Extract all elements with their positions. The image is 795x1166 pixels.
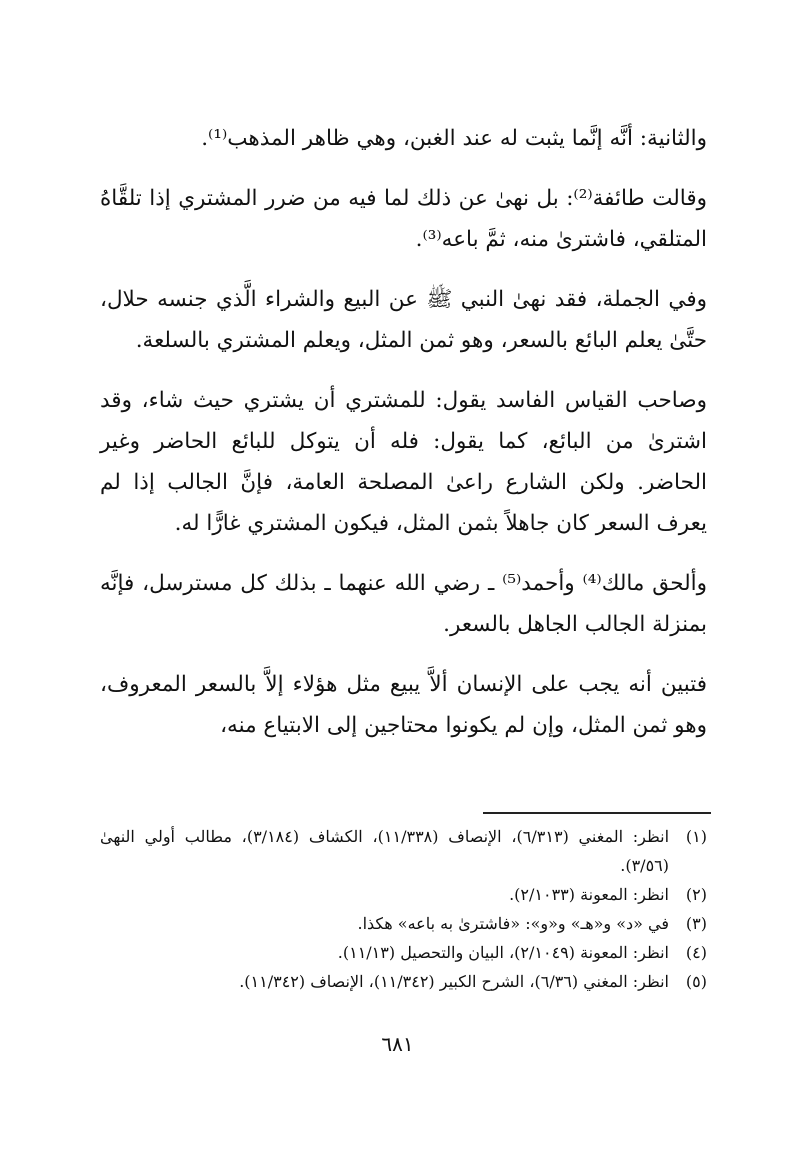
footnote-text: انظر: المعونة (٢/١٠٣٣). bbox=[509, 885, 669, 904]
page-number: ٦٨١ bbox=[381, 1032, 414, 1056]
footnote-1 bbox=[100, 822, 707, 880]
paragraph-2: وقالت طائفة⁽²⁾: بل نهىٰ عن ذلك لما فيه من ضرر المشتري إذا تلقَّاهُ المتلقي، فاشترىٰ منه، ثمَّ باعه⁽³⁾. bbox=[100, 186, 707, 252]
footnote-number: (٣) bbox=[685, 914, 707, 933]
footnote-2 bbox=[100, 880, 707, 909]
footnote-number: (٥) bbox=[685, 972, 707, 991]
footnote-text: انظر: المغني (٦/٣٦)، الشرح الكبير (١١/٣٤٢)، الإنصاف (١١/٣٤٢). bbox=[239, 972, 669, 991]
paragraph-1: والثانية: أنَّه إنَّما يثبت له عند الغبن، وهي ظاهر المذهب⁽¹⁾. bbox=[201, 126, 707, 151]
footnote-5 bbox=[100, 967, 707, 996]
paragraph-6: فتبين أنه يجب على الإنسان ألاَّ يبيع مثل هؤلاء إلاَّ بالسعر المعروف، وهو ثمن المثل، وإن لم يكونوا محتاجين إلى الابتياع منه، bbox=[100, 672, 707, 738]
paragraph-4: وصاحب القياس الفاسد يقول: للمشتري أن يشتري حيث شاء، وقد اشترىٰ من البائع، كما يقول: فله أن يتوكل للبائع الحاضر وغير الحاضر. ولكن الشارع راعىٰ المصلحة العامة، فإنَّ الجالب إذا لم يعرف السعر كان جاهلاً بثمن المثل، فيكون المشتري غارًّا له. bbox=[100, 388, 707, 536]
paragraph-5: وألحق مالك⁽⁴⁾ وأحمد⁽⁵⁾ ـ رضي الله عنهما ـ بذلك كل مسترسل، فإنَّه بمنزلة الجالب الجاهل بالسعر. bbox=[100, 571, 707, 637]
main-text bbox=[100, 118, 707, 765]
footnote-text: انظر: المعونة (٢/١٠٤٩)، البيان والتحصيل (١١/١٣). bbox=[337, 943, 669, 962]
footnote-text: انظر: المغني (٦/٣١٣)، الإنصاف (١١/٣٣٨)، الكشاف (٣/١٨٤)، مطالب أولي النهىٰ (٣/٥٦). bbox=[100, 827, 670, 875]
footnote-number: (٢) bbox=[685, 885, 707, 904]
footnote-number: (٤) bbox=[685, 943, 707, 962]
footnote-3 bbox=[100, 909, 707, 938]
paragraph-3: وفي الجملة، فقد نهىٰ النبي ﷺ عن البيع والشراء الَّذي جنسه حلال، حتَّىٰ يعلم البائع بالسعر، وهو ثمن المثل، ويعلم المشتري بالسلعة. bbox=[100, 287, 707, 353]
footnote-text: في «د» و«هـ» و«و»: «فاشترىٰ به باعه» هكذا. bbox=[357, 914, 669, 933]
footnotes bbox=[100, 822, 707, 996]
footnote-number: (١) bbox=[685, 827, 707, 846]
footnote-divider bbox=[483, 812, 711, 814]
footnote-4 bbox=[100, 938, 707, 967]
